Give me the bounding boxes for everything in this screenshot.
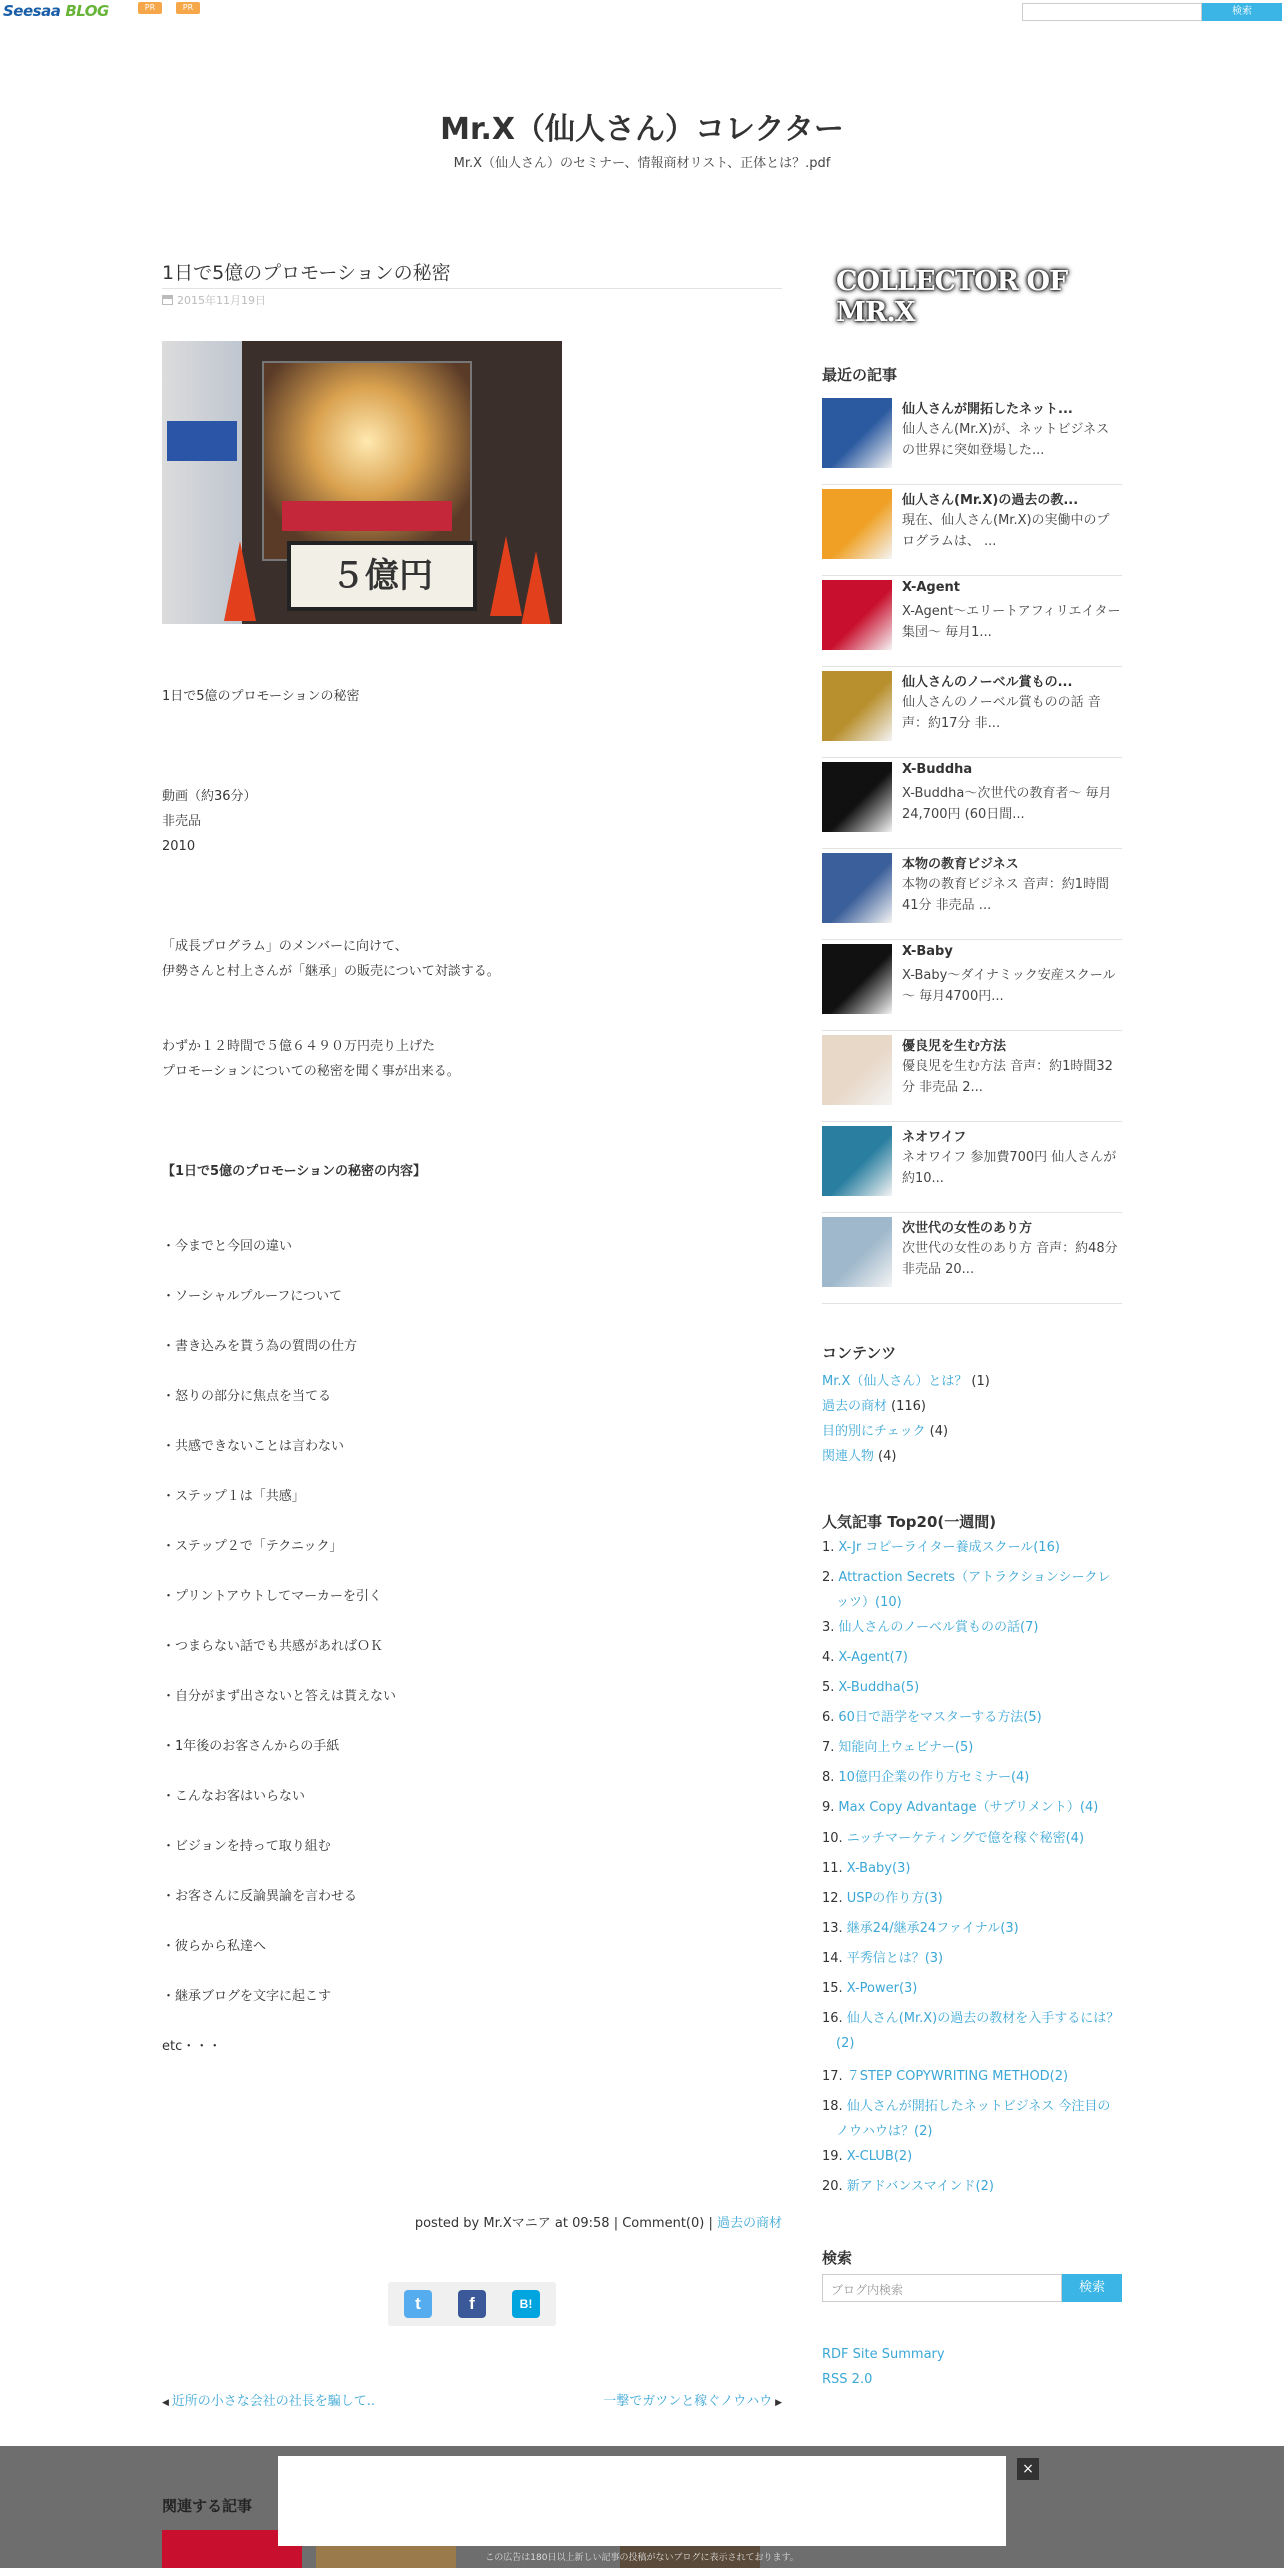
recent-article-item[interactable] <box>822 1122 1122 1213</box>
ranking-item <box>822 1705 1122 1730</box>
pr-badge[interactable]: PR <box>176 2 200 14</box>
ranking-number: 13. <box>822 1921 843 1936</box>
twitter-icon[interactable]: t <box>404 2290 432 2318</box>
recent-article-excerpt: 優良児を生む方法 音声：約1時間32分 非売品 2... <box>902 1059 1113 1095</box>
ranking-link[interactable]: X-Buddha(5) <box>838 1680 920 1695</box>
ranking-number: 8. <box>822 1770 835 1785</box>
photo-banner <box>167 421 237 461</box>
article-bullet: ・継承ブログを文字に起こす <box>162 1989 332 2004</box>
search-heading: 検索 <box>822 2249 853 2267</box>
ranking-number: 2. <box>822 1570 835 1585</box>
ranking-number: 15. <box>822 1981 843 1996</box>
article-paragraph: 1日で5億のプロモーションの秘密 <box>162 689 360 704</box>
ranking-item <box>822 1856 1122 1881</box>
recent-article-thumbnail[interactable] <box>822 853 892 923</box>
ranking-item <box>822 1946 1122 1971</box>
ranking-item <box>822 1886 1122 1911</box>
recent-article-title[interactable]: 本物の教育ビジネス <box>902 857 1019 872</box>
ranking-link[interactable]: 新アドバンスマインド(2) <box>846 2179 994 2194</box>
recent-article-excerpt: X-Baby～ダイナミック安産スクール～ 毎月4700円... <box>902 968 1116 1004</box>
recent-article-title[interactable]: 仙人さんのノーベル賞もの... <box>902 675 1073 690</box>
ranking-number: 19. <box>822 2149 843 2164</box>
article-paragraph: わずか１２時間で５億６４９０万円売り上げた プロモーションについての秘密を聞く事が出来る。 <box>162 1039 460 1079</box>
article-bullet: ・今までと今回の違い <box>162 1239 293 1254</box>
ad-notice: この広告は180日以上新しい記事の投稿がないブログに表示されております。 <box>485 2553 799 2563</box>
ranking-item <box>822 1565 1122 1615</box>
ranking-number: 3. <box>822 1620 835 1635</box>
ranking-number: 14. <box>822 1951 843 1966</box>
ranking-link[interactable]: X-CLUB(2) <box>846 2149 913 2164</box>
category-item <box>822 1395 926 1414</box>
category-count: (1) <box>971 1374 990 1389</box>
blog-title[interactable]: Mr.X（仙人さん）コレクター <box>440 112 844 147</box>
traffic-cone <box>490 536 522 616</box>
pr-badge[interactable]: PR <box>138 2 162 14</box>
next-article-link[interactable] <box>603 2390 782 2409</box>
article-bullet: ・ビジョンを持って取り組む <box>162 1839 331 1854</box>
ad-banner[interactable] <box>278 2456 1006 2546</box>
ranking-item <box>822 1535 1122 1560</box>
ranking-item <box>822 1675 1122 1700</box>
article-bullet: ・書き込みを貰う為の質問の仕方 <box>162 1339 358 1354</box>
article-photo[interactable] <box>162 341 562 624</box>
ranking-link[interactable]: 平秀信とは？(3) <box>846 1951 944 1966</box>
traffic-cone <box>520 551 552 624</box>
ranking-item <box>822 1645 1122 1670</box>
category-count: (4) <box>929 1424 949 1439</box>
blog-subtitle: Mr.X（仙人さん）のセミナー、情報商材リスト、正体とは？.pdf <box>453 156 831 171</box>
contents-heading: コンテンツ <box>822 1344 897 1362</box>
article-bullet: ・つまらない話でも共感があればＯＫ <box>162 1639 384 1654</box>
chevron-left-icon: ◀ <box>162 2398 172 2408</box>
ranking-link[interactable]: X-Baby(3) <box>846 1861 911 1876</box>
recent-article-thumbnail[interactable] <box>822 580 892 650</box>
recent-article-excerpt: X-Agent～エリートアフィリエイター集団～ 毎月1... <box>902 604 1121 640</box>
article-date <box>162 292 266 308</box>
ranking-link[interactable]: 継承24/継承24ファイナル(3) <box>846 1921 1019 1936</box>
title-divider <box>162 288 782 289</box>
ranking-item <box>822 1795 1122 1820</box>
recent-article-item[interactable] <box>822 485 1122 576</box>
recent-article-thumbnail[interactable] <box>822 398 892 468</box>
recent-article-title[interactable]: 優良児を生む方法 <box>902 1039 1007 1054</box>
ranking-number: 18. <box>822 2099 843 2114</box>
related-articles-heading: 関連する記事 <box>162 2497 253 2515</box>
recent-article-excerpt: X-Buddha～次世代の教育者～ 毎月24,700円 (60日間... <box>902 786 1112 822</box>
share-buttons <box>388 2282 556 2326</box>
article-bullet: ・彼らから私達へ <box>162 1939 267 1954</box>
article-bullet: ・自分がまず出さないと答えは貰えない <box>162 1689 397 1704</box>
blog-search-input[interactable]: ブログ内検索 <box>822 2274 1062 2302</box>
ranking-number: 11. <box>822 1861 843 1876</box>
ranking-item <box>822 2174 1122 2199</box>
article-bullet: ・怒りの部分に焦点を当てる <box>162 1389 332 1404</box>
ranking-item <box>822 2006 1122 2056</box>
article-title[interactable]: 1日で5億のプロモーションの秘密 <box>162 262 451 284</box>
ranking-number: 6. <box>822 1710 835 1725</box>
post-meta-text: posted by Mr.Xマニア at 09:58 | Comment(0) | <box>414 2216 717 2231</box>
recent-article-thumbnail[interactable] <box>822 1035 892 1105</box>
recent-article-title[interactable]: X-Buddha <box>902 762 973 777</box>
collector-logo-text: COLLECTOR OF MR.X <box>836 266 1068 328</box>
ranking-item <box>822 2064 1122 2089</box>
ranking-heading: 人気記事 Top20(一週間) <box>822 1513 997 1531</box>
article-heading: 【1日で5億のプロモーションの秘密の内容】 <box>162 1164 427 1179</box>
next-article-label: 一撃でガツンと稼ぐノウハウ <box>603 2394 773 2409</box>
ranking-number: 10. <box>822 1831 843 1846</box>
ranking-item <box>822 1765 1122 1790</box>
ranking-link[interactable]: 仙人さんが開拓したネットビジネス 今注目のノウハウは？(2) <box>836 2099 1111 2139</box>
ranking-link[interactable]: ニッチマーケティングで億を稼ぐ秘密(4) <box>846 1831 1085 1846</box>
ranking-link[interactable]: Max Copy Advantage（サプリメント）(4) <box>838 1800 1099 1815</box>
category-count: (4) <box>878 1449 897 1464</box>
prev-article-link[interactable] <box>162 2390 375 2409</box>
ranking-item <box>822 2094 1122 2144</box>
category-link[interactable]: 目的別にチェック <box>822 1424 926 1439</box>
ranking-number: 12. <box>822 1891 843 1906</box>
seesaa-blog-logo[interactable] <box>3 2 109 20</box>
ranking-number: 16. <box>822 2011 843 2026</box>
ranking-number: 9. <box>822 1800 835 1815</box>
close-icon[interactable]: × <box>1017 2458 1039 2480</box>
photo-sign: ５億円 <box>287 541 477 611</box>
photo-red-label <box>282 501 452 531</box>
ranking-item <box>822 1916 1122 1941</box>
recent-article-item[interactable] <box>822 394 1122 485</box>
top-search-input[interactable] <box>1022 3 1202 21</box>
ranking-link[interactable]: 知能向上ウェビナー(5) <box>838 1740 974 1755</box>
date-text: 2015年11月19日 <box>177 294 266 307</box>
article-bullet: ・プリントアウトしてマーカーを引く <box>162 1589 382 1604</box>
recent-article-thumbnail[interactable] <box>822 671 892 741</box>
category-link[interactable]: 関連人物 <box>822 1449 875 1464</box>
post-meta <box>415 2212 782 2231</box>
blog-search-button[interactable]: 検索 <box>1062 2274 1122 2302</box>
ranking-link[interactable]: X-Power(3) <box>846 1981 918 1996</box>
category-link[interactable]: Mr.X（仙人さん）とは？ <box>822 1374 968 1389</box>
ranking-number: 1. <box>822 1540 835 1555</box>
article-bullet: ・ソーシャルプルーフについて <box>162 1289 343 1304</box>
recent-article-excerpt: 現在、仙人さん(Mr.X)の実働中のプログラムは、 ... <box>902 513 1110 549</box>
article-bullet: ・こんなお客はいらない <box>162 1789 306 1804</box>
rdf-link[interactable]: RDF Site Summary <box>822 2347 945 2362</box>
article-bullet: ・1年後のお客さんからの手紙 <box>162 1739 340 1754</box>
article-bullet: ・ステップ２で「テクニック」 <box>162 1539 343 1554</box>
article-bullet: ・お客さんに反論異論を言わせる <box>162 1889 358 1904</box>
ranking-number: 7. <box>822 1740 835 1755</box>
ranking-item <box>822 1976 1122 2001</box>
ranking-item <box>822 1615 1122 1640</box>
ranking-link[interactable]: X-Agent(7) <box>838 1650 908 1665</box>
ranking-link[interactable]: USPの作り方(3) <box>846 1891 943 1906</box>
ranking-link[interactable]: 仙人さんのノーベル賞ものの話(7) <box>838 1620 1039 1635</box>
article-paragraph: 「成長プログラム」のメンバーに向けて、 伊勢さんと村上さんが「継承」の販売について対談する。 <box>162 939 500 979</box>
recent-article-item[interactable] <box>822 667 1122 758</box>
ranking-link[interactable]: 10億円企業の作り方セミナー(4) <box>838 1770 1030 1785</box>
recent-articles-heading: 最近の記事 <box>822 366 898 384</box>
ranking-number: 17. <box>822 2069 843 2084</box>
ranking-item <box>822 1826 1122 1851</box>
recent-article-title[interactable]: 仙人さんが開拓したネット... <box>902 402 1073 417</box>
recent-article-item[interactable] <box>822 849 1122 940</box>
chevron-right-icon: ▶ <box>772 2398 782 2408</box>
ranking-number: 5. <box>822 1680 835 1695</box>
recent-article-title[interactable]: ネオワイフ <box>902 1130 967 1145</box>
ranking-link[interactable]: ７STEP COPYWRITING METHOD(2) <box>846 2069 1069 2084</box>
article-bullet: ・ステップ１は「共感」 <box>162 1489 305 1504</box>
photo-money-case <box>262 361 472 561</box>
recent-article-title[interactable]: X-Baby <box>902 944 953 959</box>
calendar-icon <box>162 295 173 305</box>
recent-article-item[interactable] <box>822 1213 1122 1304</box>
recent-article-thumbnail[interactable] <box>822 1217 892 1287</box>
article-paragraph: 動画（約36分） 非売品 2010 <box>162 789 257 854</box>
recent-article-excerpt: 仙人さんのノーベル賞ものの話 音声：約17分 非... <box>902 695 1101 731</box>
logo-blog-text: BLOG <box>65 2 109 20</box>
category-count: (116) <box>891 1399 926 1414</box>
ranking-item <box>822 1735 1122 1760</box>
recent-article-thumbnail[interactable] <box>822 1126 892 1196</box>
recent-article-title[interactable]: X-Agent <box>902 580 961 595</box>
hatena-bookmark-icon[interactable]: B! <box>512 2290 540 2318</box>
recent-article-thumbnail[interactable] <box>822 944 892 1014</box>
facebook-icon[interactable]: f <box>458 2290 486 2318</box>
ranking-link[interactable]: 60日で語学をマスターする方法(5) <box>838 1710 1042 1725</box>
traffic-cone <box>224 541 256 621</box>
ranking-number: 4. <box>822 1650 835 1665</box>
recent-article-item[interactable] <box>822 758 1122 849</box>
category-item <box>822 1370 990 1389</box>
top-search-button[interactable]: 検索 <box>1202 3 1282 21</box>
ranking-link[interactable]: Attraction Secrets（アトラクションシークレッツ）(10) <box>836 1570 1111 1610</box>
post-category-link[interactable]: 過去の商材 <box>716 2216 782 2231</box>
category-item <box>822 1445 896 1464</box>
article-etc: etc・・・ <box>162 2039 222 2054</box>
ranking-link[interactable]: 仙人さん(Mr.X)の過去の教材を入手するには？(2) <box>836 2011 1120 2051</box>
recent-article-item[interactable] <box>822 940 1122 1031</box>
recent-article-excerpt: ネオワイフ 参加費700円 仙人さんが約10... <box>902 1150 1117 1186</box>
top-bar <box>0 0 1284 22</box>
recent-article-title[interactable]: 次世代の女性のあり方 <box>902 1221 1033 1236</box>
category-item <box>822 1420 948 1439</box>
ranking-number: 20. <box>822 2179 843 2194</box>
recent-article-item[interactable] <box>822 576 1122 667</box>
recent-article-thumbnail[interactable] <box>822 489 892 559</box>
prev-article-label: 近所の小さな会社の社長を騙して.. <box>171 2394 376 2409</box>
rss-link[interactable]: RSS 2.0 <box>822 2372 873 2387</box>
recent-article-thumbnail[interactable] <box>822 762 892 832</box>
recent-article-excerpt: 次世代の女性のあり方 音声：約48分 非売品 20... <box>902 1241 1118 1277</box>
recent-article-excerpt: 本物の教育ビジネス 音声：約1時間41分 非売品 ... <box>902 877 1110 913</box>
ranking-link[interactable]: X-Jr コピーライター養成スクール(16) <box>838 1540 1060 1555</box>
article-bullet: ・共感できないことは言わない <box>162 1439 345 1454</box>
category-link[interactable]: 過去の商材 <box>822 1399 888 1414</box>
recent-article-title[interactable]: 仙人さん(Mr.X)の過去の教... <box>902 493 1079 508</box>
recent-article-item[interactable] <box>822 1031 1122 1122</box>
recent-article-excerpt: 仙人さん(Mr.X)が、ネットビジネスの世界に突如登場した... <box>902 422 1110 458</box>
ranking-item <box>822 2144 1122 2169</box>
collector-logo[interactable] <box>824 254 1104 328</box>
logo-main-text: Seesaa <box>3 2 61 20</box>
